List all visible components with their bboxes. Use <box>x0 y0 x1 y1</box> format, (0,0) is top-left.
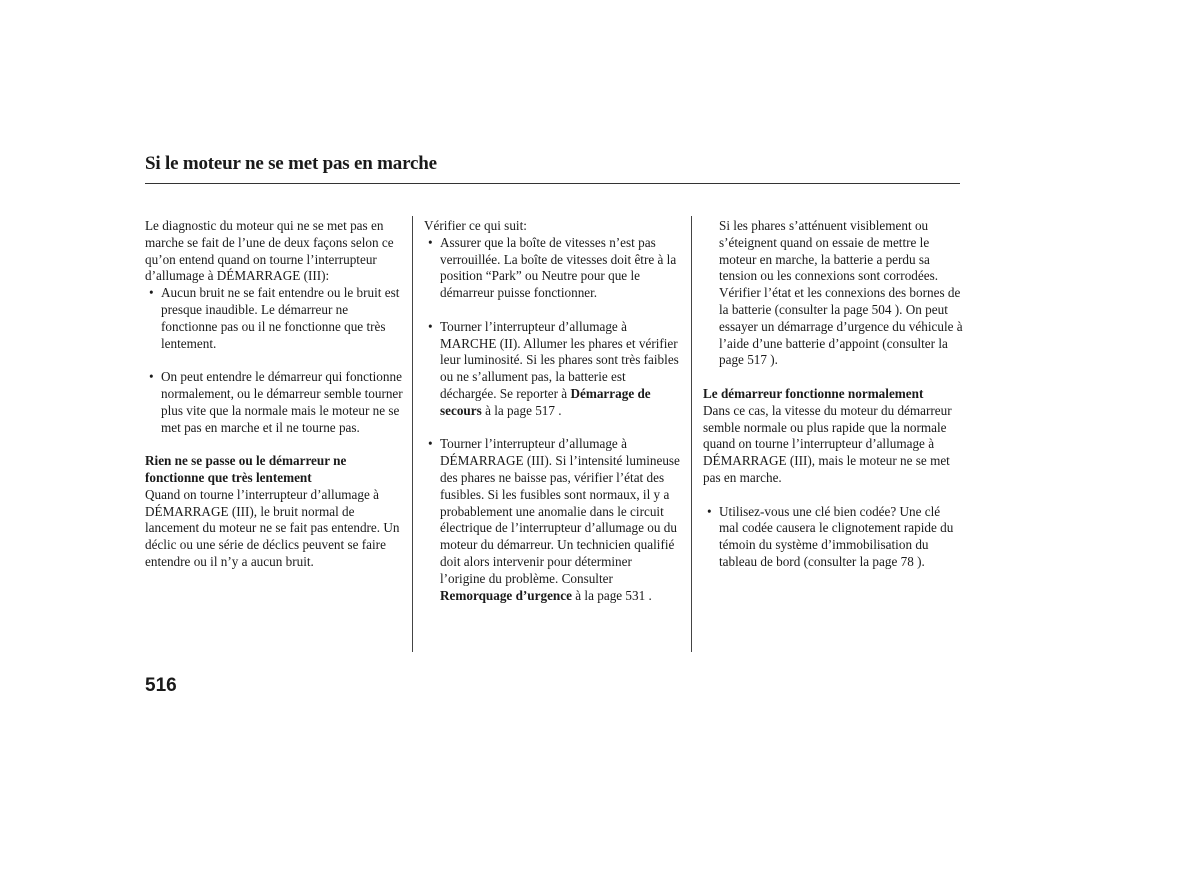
section-heading: Le démarreur fonctionne normalement <box>703 385 924 401</box>
bullet-icon: • <box>149 285 154 301</box>
bullet-icon: • <box>428 436 433 452</box>
list-item <box>424 436 680 604</box>
battery-paragraph: Si les phares s’atténuent visiblement ou s’éteignent quand on essaie de mettre le moteur en marche, la batterie a perdu sa tension ou les connexions sont corrodées. Vérifier l’état et les connexions des bornes de la batterie (consulter la page 504 ). On peut essayer un démarrage d’urgence du véhicule à l’aide d’une batterie d’appoint (consulter la page 517 ). <box>719 218 963 368</box>
page-reference: à la page 517 . <box>481 402 562 418</box>
section-body: Quand on tourne l’interrupteur d’allumage à DÉMARRAGE (III), le bruit normal de lancement du moteur ne se fait pas entendre. Un déclic ou une série de déclics peuvent se faire entendre ou il n’y a aucun bruit. <box>145 486 400 569</box>
section-body: Dans ce cas, la vitesse du moteur du démarreur semble normale ou plus rapide que la normale quand on tourne l’interrupteur d’allumage à DÉMARRAGE (III), mais le moteur ne se met pas en marche. <box>703 402 952 485</box>
intro-paragraph: Le diagnostic du moteur qui ne se met pas en marche se fait de l’une de deux façons selon ce qu’on entend quand on tourne l’interrupteur d’allumage à DÉMARRAGE (III): <box>145 218 394 284</box>
list-item <box>145 369 403 436</box>
cross-reference-link[interactable]: Démarrage de secours <box>440 385 651 418</box>
column-1 <box>145 218 403 571</box>
column-3 <box>703 218 963 571</box>
list-item <box>703 504 963 571</box>
section-heading: Rien ne se passe ou le démarreur ne fonctionne que très lentement <box>145 453 347 485</box>
bullet-text: Tourner l’interrupteur d’allumage à MARCHE (II). Allumer les phares et vérifier leur luminosité. Si les phares sont très faibles ou ne s’allument pas, la batterie est déchargée. Se reporter à <box>440 318 679 401</box>
bullet-text: Aucun bruit ne se fait entendre ou le bruit est presque inaudible. Le démarreur ne fonctionne pas ou il ne fonctionne que très lentement. <box>161 285 400 351</box>
bullet-icon: • <box>428 234 433 250</box>
page-title: Si le moteur ne se met pas en marche <box>145 153 437 174</box>
bullet-icon: • <box>707 503 712 519</box>
title-rule <box>145 183 960 184</box>
bullet-text: On peut entendre le démarreur qui fonctionne normalement, ou le démarreur semble tourner plus vite que la normale mais le moteur ne se met pas en marche et il ne tourne pas. <box>161 369 403 435</box>
list-item <box>424 235 680 302</box>
bullet-text: Tourner l’interrupteur d’allumage à DÉMARRAGE (III). Si l’intensité lumineuse des phares ne baisse pas, vérifier l’état des fusibles. Si les fusibles sont normaux, il y a probablement une anomalie dans le circuit électrique de l’interrupteur d’allumage ou du moteur du démarreur. Un technicien qualifié doit alors intervenir pour déterminer l’origine du problème. Consulter <box>440 436 680 586</box>
column-divider-1 <box>412 216 413 652</box>
bullet-icon: • <box>149 369 154 385</box>
bullet-text: Utilisez-vous une clé bien codée? Une clé mal codée causera le clignotement rapide du témoin du système d’immobilisation du tableau de bord (consulter la page 78 ). <box>719 503 954 569</box>
page-reference: à la page 531 . <box>571 587 652 603</box>
list-item <box>424 319 680 420</box>
column-divider-2 <box>691 216 692 652</box>
bullet-text: Assurer que la boîte de vitesses n’est pas verrouillée. La boîte de vitesses doit être à la position “Park” ou Neutre pour que le démarreur puisse fonctionner. <box>440 234 677 301</box>
cross-reference-link[interactable]: Remorquage d’urgence <box>440 587 572 603</box>
checklist-intro: Vérifier ce qui suit: <box>424 218 527 233</box>
page-number: 516 <box>145 675 177 696</box>
list-item <box>145 285 403 352</box>
column-2 <box>424 218 680 604</box>
bullet-icon: • <box>428 318 433 334</box>
